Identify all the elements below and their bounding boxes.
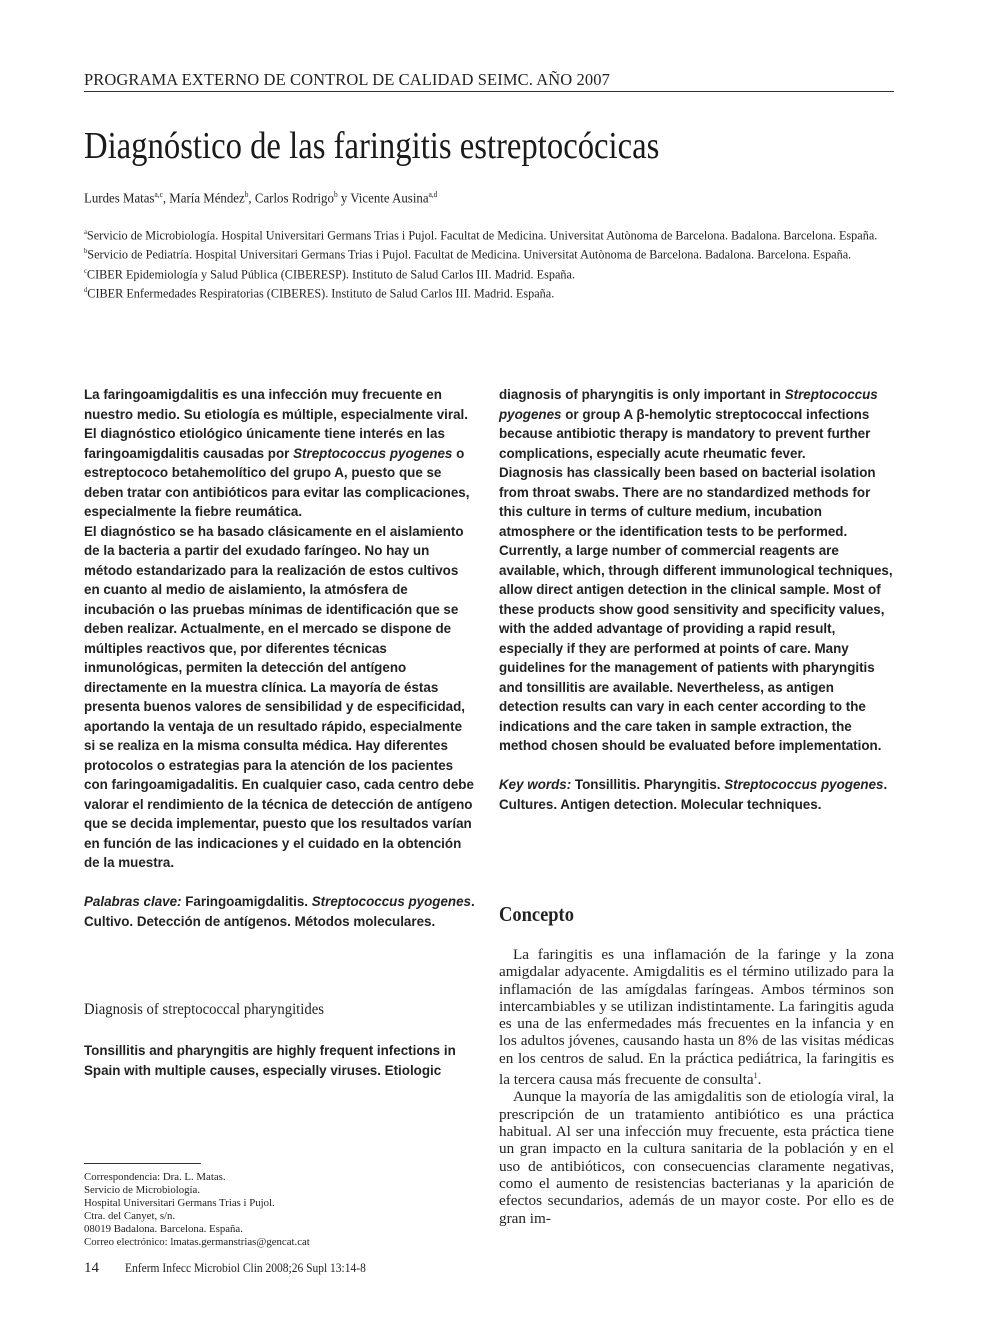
affiliation-text: CIBER Enfermedades Respiratorias (CIBERES). Instituto de Salud Carlos III. Madrid. España. bbox=[87, 285, 555, 301]
author-name: Vicente Ausina bbox=[350, 191, 429, 207]
affiliation bbox=[84, 243, 883, 262]
english-abstract-title: Diagnosis of streptococcal pharyngitides bbox=[84, 1001, 324, 1018]
keywords-english bbox=[499, 775, 895, 814]
section-heading: Concepto bbox=[499, 902, 574, 926]
affiliation-text: CIBER Epidemiología y Salud Pública (CIBERESP). Instituto de Salud Carlos III. Madrid. España. bbox=[86, 265, 576, 281]
footnote-line: Correo electrónico: lmatas.germanstrias@gencat.cat bbox=[84, 1235, 310, 1248]
keywords-label: Palabras clave: bbox=[84, 894, 182, 909]
species-name: Streptococcus pyogenes bbox=[724, 777, 884, 792]
footnote-line: Ctra. del Canyet, s/n. bbox=[84, 1209, 176, 1222]
affiliation bbox=[84, 263, 883, 282]
abstract-english-start: Tonsillitis and pharyngitis are highly frequent infections in Spain with multiple causes, especially viruses. Etiologic bbox=[84, 1043, 456, 1078]
affiliation-list bbox=[84, 224, 883, 301]
abstract-paragraph: Diagnosis has classically been based on bacterial isolation from throat swabs. There are no standardized methods for this culture in terms of culture medium, incubation atmosphere or the identification tests to be performed. Currently, a large number of commercial reagents are available, which, through different immunological techniques, allow direct antigen detection in the clinical sample. Most of these products show good sensitivity and specificity values, with the added advantage of providing a rapid result, especially if they are performed at points of care. Many guidelines for the management of patients with pharyngitis and tonsillitis are available. Nevertheless, as antigen detection results can vary in each center according to the indications and the care taken in sample extraction, the method chosen should be evaluated before implementation. bbox=[499, 465, 893, 753]
affiliation bbox=[84, 282, 883, 301]
affiliation-mark: a bbox=[84, 228, 87, 236]
abstract-english-continued bbox=[499, 385, 895, 814]
affiliation bbox=[84, 224, 883, 243]
author-affiliation-mark: a,d bbox=[428, 190, 438, 199]
journal-reference: Enferm Infecc Microbiol Clin 2008;26 Supl 13:14-8 bbox=[125, 1261, 366, 1275]
keywords-text: Tonsillitis. Pharyngitis. bbox=[571, 777, 725, 792]
correspondence-footnote bbox=[84, 1171, 310, 1248]
affiliation-mark: b bbox=[84, 247, 88, 256]
abstract-text: La faringoamigdalitis es una infección muy frecuente en nuestro medio. Su etiología es múltiple, especialmente viral. El diagnóstico etiológico únicamente tiene interés en las faringoamigdalitis causadas por bbox=[84, 387, 468, 461]
keywords-label: Key words: bbox=[499, 777, 572, 792]
keywords-text: Faringoamigdalitis. bbox=[181, 894, 312, 909]
running-head: PROGRAMA EXTERNO DE CONTROL DE CALIDAD SEIMC. AÑO 2007 bbox=[84, 70, 610, 89]
footnote-line: 08019 Badalona. Barcelona. España. bbox=[84, 1222, 243, 1235]
affiliation-mark: d bbox=[84, 285, 88, 294]
page-number: 14 bbox=[84, 1260, 99, 1276]
author-separator: y bbox=[337, 191, 351, 207]
author-separator: , bbox=[248, 191, 255, 207]
keywords-text: . Cultivo. Detección de antígenos. Métodos moleculares. bbox=[84, 894, 475, 929]
footnote-rule bbox=[84, 1163, 201, 1164]
body-text: . bbox=[757, 1071, 762, 1089]
author-affiliation-mark: b bbox=[333, 190, 338, 199]
abstract-paragraph bbox=[84, 385, 476, 522]
body-paragraph: Aunque la mayoría de las amigdalitis son de etiología viral, la prescripción de un tratamiento antibiótico es una práctica habitual. Al ser una infección muy frecuente, esta práctica tiene un gran impacto en la cultura sanitaria de la población y en el uso de antibióticos, con consecuencias claramente negativas, como el aumento de resistencias bacterianas y la aparición de efectos secundarios, además de un mayor coste. Por ello es de gran im- bbox=[499, 1088, 894, 1227]
keywords-text: . Cultures. Antigen detection. Molecular techniques. bbox=[499, 777, 888, 812]
abstract-text: diagnosis of pharyngitis is only important in bbox=[499, 387, 785, 402]
keywords-spanish bbox=[84, 892, 476, 931]
author-name: María Méndez bbox=[169, 191, 245, 207]
footnote-line: Correspondencia: Dra. L. Matas. bbox=[84, 1171, 226, 1183]
author-separator: , bbox=[162, 191, 170, 207]
affiliation-text: Servicio de Microbiología. Hospital Universitari Germans Trias i Pujol. Facultat de Medicina. Universitat Autònoma de Barcelona. Badalona. Barcelona. España. bbox=[86, 227, 878, 243]
author-name: Lurdes Matas bbox=[84, 191, 155, 207]
header-rule bbox=[84, 91, 894, 92]
abstract-text: o estreptococo betahemolítico del grupo A, puesto que se deben tratar con antibióticos para evitar las complicaciones, especialmente la fiebre reumática. bbox=[84, 445, 470, 519]
body-paragraph bbox=[499, 946, 894, 1088]
abstract-spanish bbox=[84, 385, 476, 931]
footnote-line: Servicio de Microbiología. bbox=[84, 1183, 201, 1196]
species-name: Streptococcus pyogenes bbox=[499, 387, 878, 422]
species-name: Streptococcus pyogenes bbox=[293, 445, 453, 461]
affiliation-text: Servicio de Pediatría. Hospital Universitari Germans Trias i Pujol. Facultat de Medicina. Universitat Autònoma de Barcelona. Badalona. Barcelona. España. bbox=[87, 246, 852, 262]
author-list bbox=[84, 186, 437, 209]
affiliation-mark: c bbox=[84, 266, 87, 275]
author-affiliation-mark: a,c bbox=[154, 190, 163, 199]
author-affiliation-mark: b bbox=[244, 190, 249, 199]
reference-mark: 1 bbox=[753, 1071, 758, 1081]
abstract-paragraph bbox=[499, 385, 895, 463]
section-body bbox=[499, 946, 894, 1227]
abstract-text: or group A β-hemolytic streptococcal infections because antibiotic therapy is mandatory to prevent further complications, especially acute rheumatic fever. bbox=[499, 406, 871, 461]
body-text: La faringitis es una inflamación de la faringe y la zona amigdalar adyacente. Amigdalitis es el término utilizado para la inflamación de las amígdalas faríngeas. Ambos términos son intercambiables y se utilizan indistintamente. La faringitis aguda es una de las enfermedades más frecuentes en la infancia y en los adultos jóvenes, causando hasta un 8% de las visitas médicas en los centros de salud. En la práctica pediátrica, la faringitis es la tercera causa más frecuente de consulta bbox=[499, 946, 894, 1089]
abstract-paragraph: El diagnóstico se ha basado clásicamente en el aislamiento de la bacteria a partir del exudado faríngeo. No hay un método estandarizado para la realización de estos cultivos en cuanto al medio de aislamiento, la atmósfera de incubación o las pruebas mínimas de identificación que se deben realizar. Actualmente, en el mercado se dispone de múltiples reactivos que, por diferentes técnicas inmunológicas, permiten la detección del antígeno directamente en la muestra clínica. La mayoría de éstas presenta buenos valores de sensibilidad y de especificidad, aportando la ventaja de un resultado rápido, especialmente si se realiza en la misma consulta médica. Hay diferentes protocolos o estrategias para la atención de los pacientes con faringoamigadalitis. En cualquier caso, cada centro debe valorar el rendimiento de la técnica de detección de antígeno que se decida implementar, puesto que los resultados varían en función de las indicaciones y el cuidado en la obtención de la muestra. bbox=[84, 523, 474, 870]
footnote-line: Hospital Universitari Germans Trias i Pujol. bbox=[84, 1196, 275, 1209]
species-name: Streptococcus pyogenes bbox=[311, 894, 471, 909]
author-name: Carlos Rodrigo bbox=[254, 191, 334, 207]
article-title: Diagnóstico de las faringitis estreptocócicas bbox=[84, 125, 660, 167]
